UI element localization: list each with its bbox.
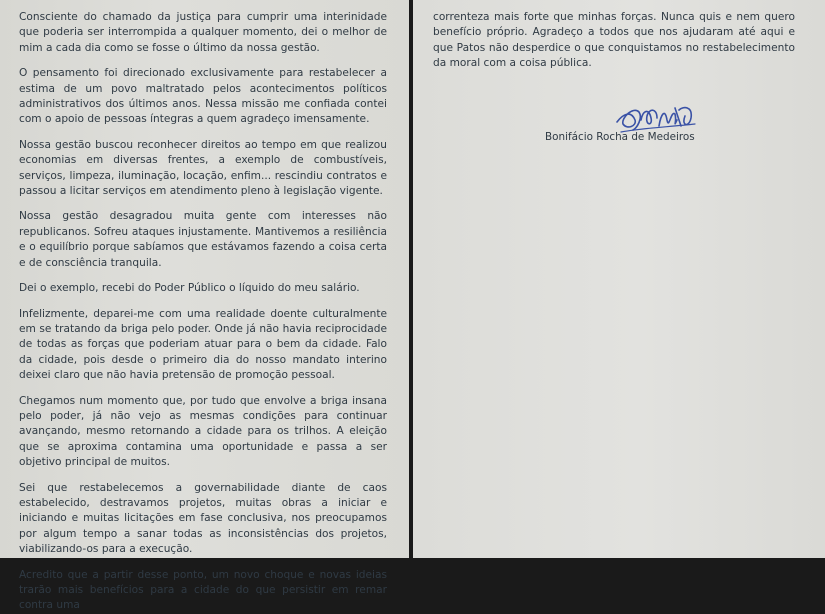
paragraph: Consciente do chamado da justiça para cumprir uma interinidade que poderia ser interrompida a qualquer momento, dei o melhor de mim a cada dia como se fosse o último da nossa gestão. xyxy=(19,11,387,54)
paragraph: Chegamos num momento que, por tudo que envolve a briga insana pelo poder, já não vejo as mesmas condições para continuar avançando, mesmo retornando a cidade para os trilhos. A eleição que se aproxima contamina uma oportunidade e passa a ser objetivo principal de muitos. xyxy=(19,394,387,469)
paragraph: Nossa gestão desagradou muita gente com interesses não republicanos. Sofreu ataques injustamente. Mantivemos a resiliência e o equilíbrio porque sabíamos que estávamos fazendo a coisa certa e de consciência tranquila. xyxy=(19,210,387,269)
paragraph: correnteza mais forte que minhas forças. Nunca quis e nem quero benefício próprio. Agradeço a todos que nos ajudaram até aqui e que Patos não desperdice o que conquistamos no restabelecimento da moral com a coisa pública. xyxy=(433,11,795,70)
document-page-right xyxy=(413,0,825,558)
document-page-left xyxy=(0,0,409,612)
paragraph: Infelizmente, deparei-me com uma realidade doente culturalmente em se tratando da briga pelo poder. Onde já não havia reciprocidade de todas as forças que poderiam atuar para o bem da cidade. Falo da cidade, pois desde o primeiro dia do nosso mandato interino deixei claro que não havia pretensão de promoção pessoal. xyxy=(19,307,387,382)
paragraph: Sei que restabelecemos a governabilidade diante de caos estabelecido, destravamos projetos, muitas obras a iniciar e iniciando e muitas licitações em fase conclusiva, nos preocupamos por algum tempo a sanar todas as inconsistências dos projetos, viabilizando-os para a execução. xyxy=(19,481,387,556)
paragraph: Acredito que a partir desse ponto, um novo choque e novas ideias trarão mais benefícios para a cidade do que persistir em remar contra uma xyxy=(19,568,387,612)
paragraph: O pensamento foi direcionado exclusivamente para restabelecer a estima de um povo maltratado pelos acontecimentos políticos administrativos dos últimos anos. Nessa missão me confiada contei com o apoio de pessoas íntegras a quem agradeço imensamente. xyxy=(19,67,387,126)
signature-block xyxy=(541,100,731,150)
paragraph: Dei o exemplo, recebi do Poder Público o líquido do meu salário. xyxy=(19,282,360,295)
paragraph: Nossa gestão buscou reconhecer direitos ao tempo em que realizou economias em diversas frentes, a exemplo de combustíveis, serviços, limpeza, iluminação, locação, enfim... rescindiu contratos e passou a licitar serviços em atendimento pleno à legislação vigente. xyxy=(19,138,387,198)
signer-name: Bonifácio Rocha de Medeiros xyxy=(545,131,695,143)
